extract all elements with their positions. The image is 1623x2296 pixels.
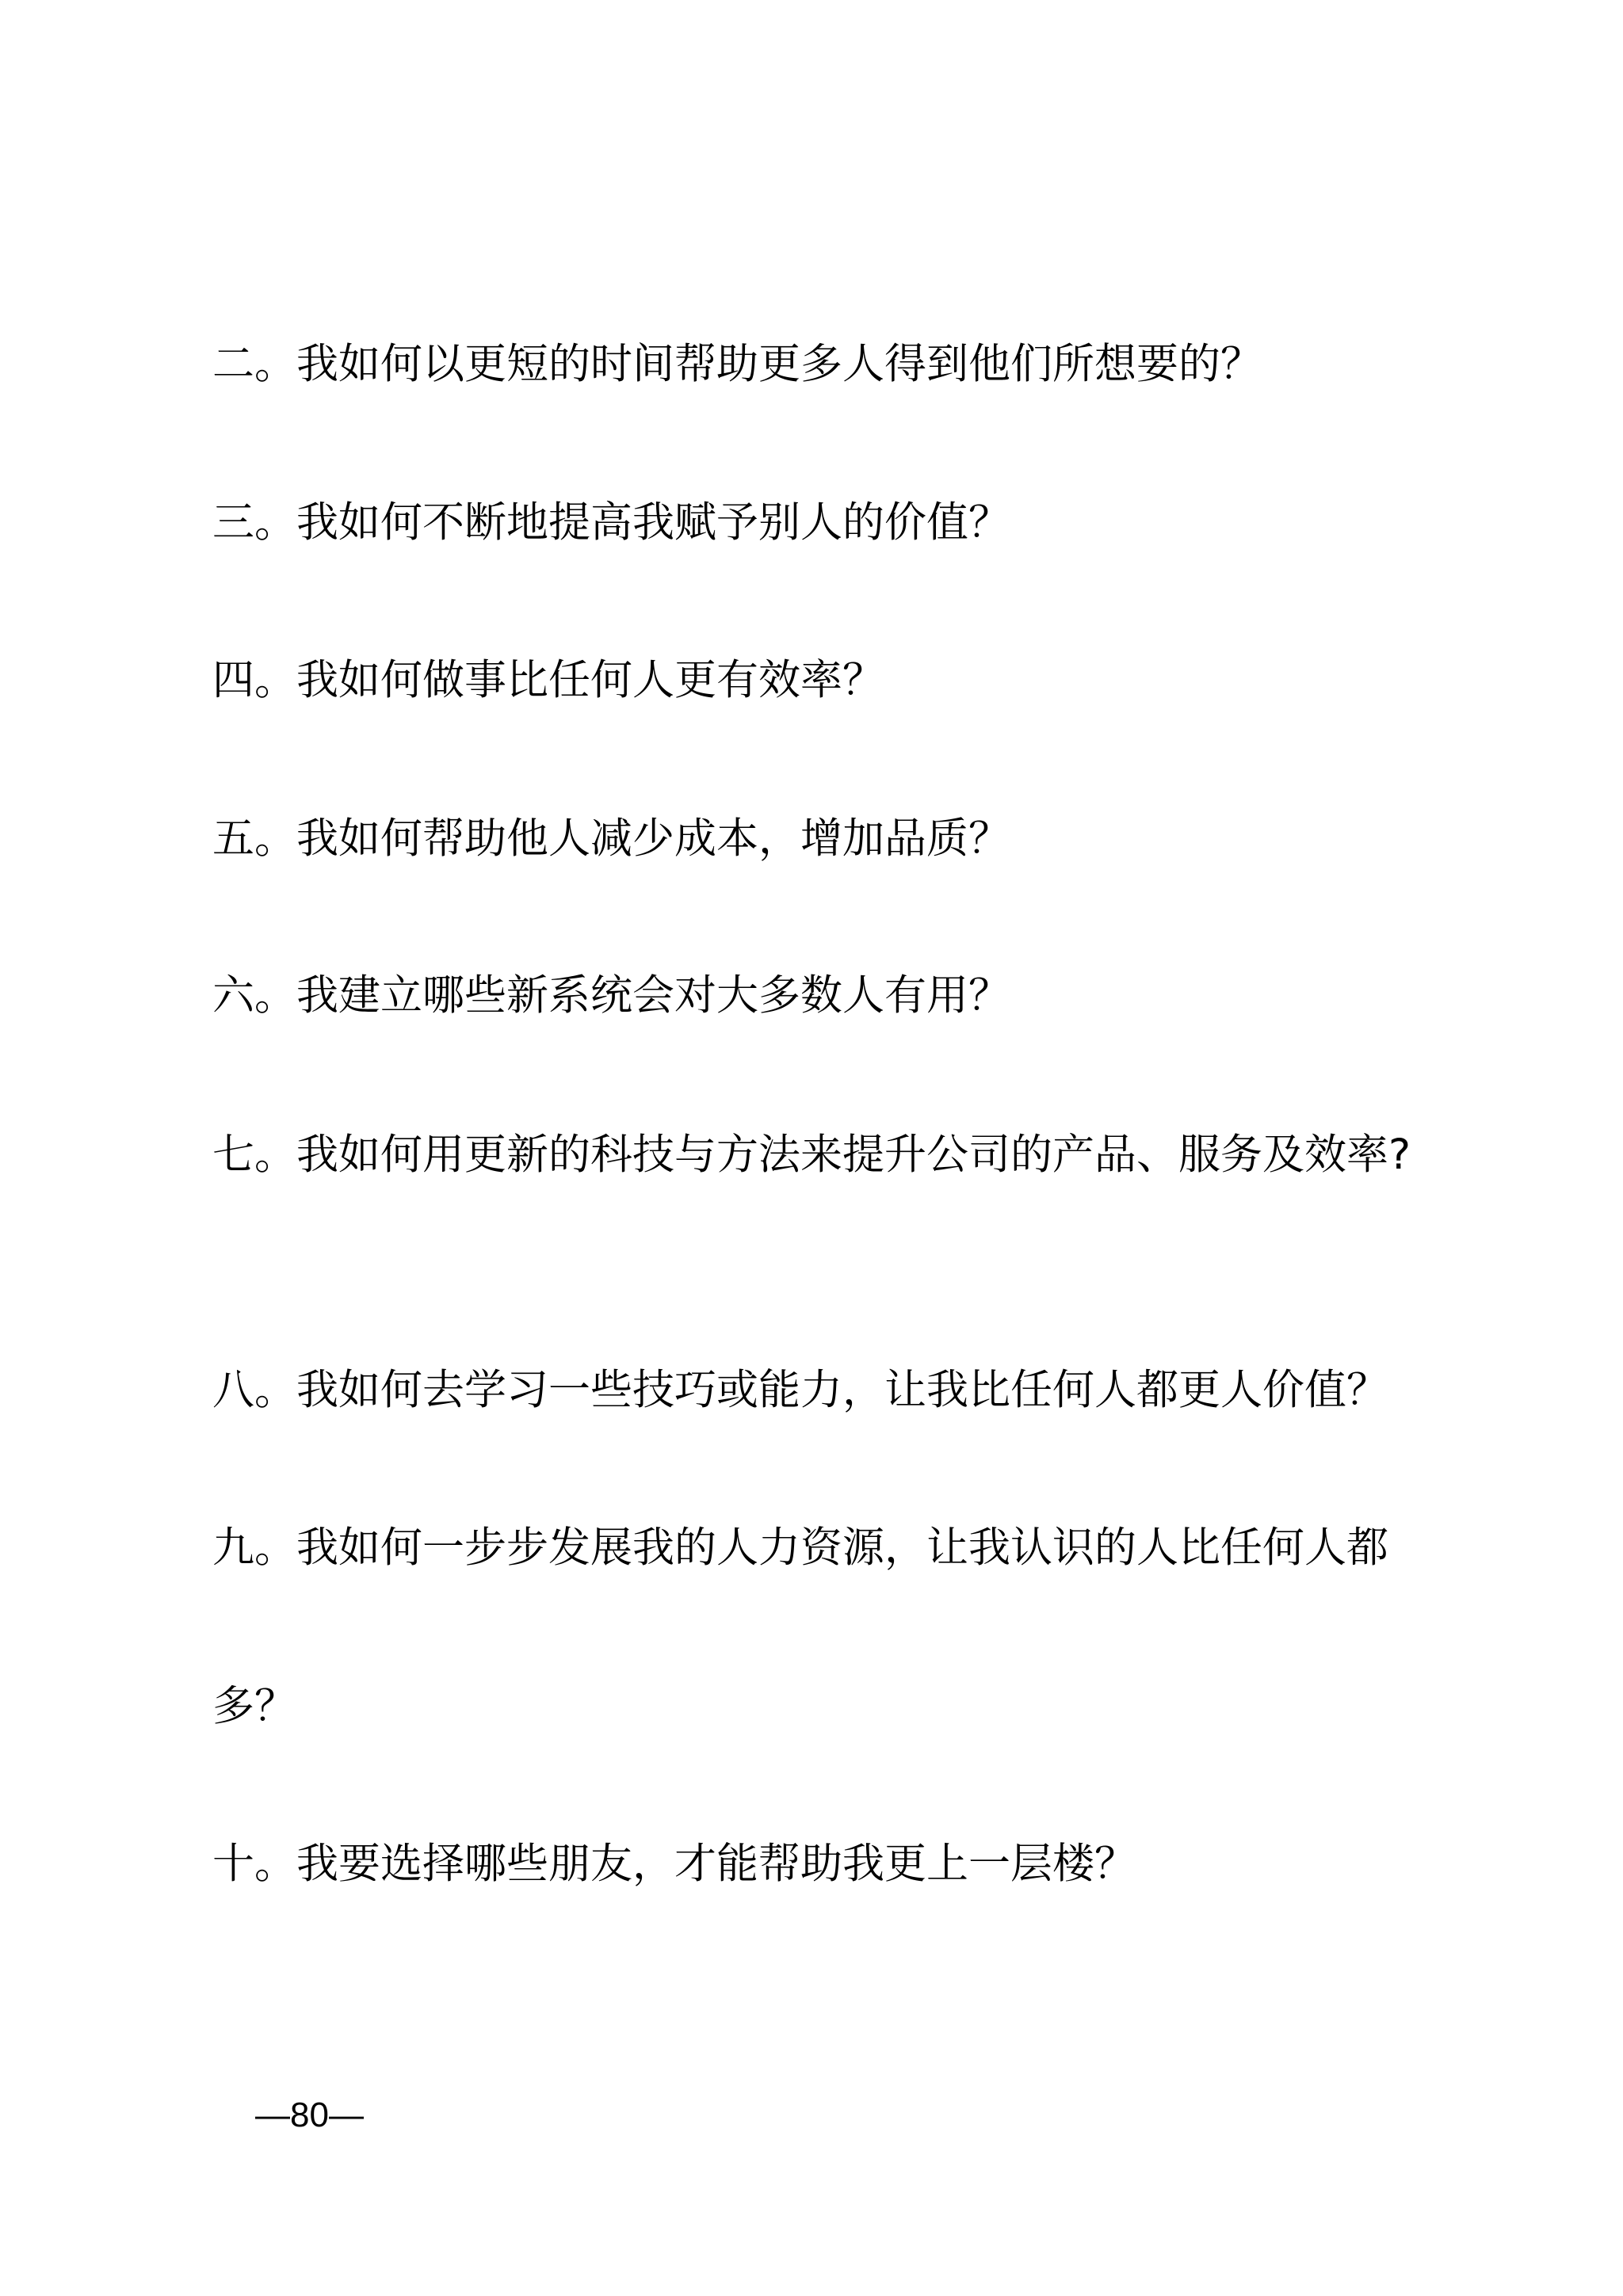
question-line-3: 三。我如何不断地提高我赋予别人的价值？ bbox=[212, 498, 1010, 547]
question-line-4: 四。我如何做事比任何人更有效率？ bbox=[212, 656, 884, 704]
question-line-9: 九。我如何一步步发展我的人力资源，让我认识的人比任何人都 bbox=[212, 1524, 1388, 1572]
question-line-10: 十。我要选择哪些朋友，才能帮助我更上一层楼？ bbox=[212, 1840, 1136, 1888]
question-line-9-continued: 多？ bbox=[212, 1682, 296, 1730]
question-line-5: 五。我如何帮助他人减少成本，增加品质？ bbox=[212, 814, 1010, 863]
question-line-6: 六。我建立哪些新系统会对大多数人有用？ bbox=[212, 971, 1010, 1020]
page-number: —80— bbox=[255, 2096, 364, 2134]
question-line-7: 七。我如何用更新的科技与方法来提升公司的产品、服务及效率? bbox=[212, 1131, 1411, 1179]
question-line-8: 八。我如何去学习一些技巧或能力，让我比任何人都更人价值？ bbox=[212, 1366, 1388, 1414]
question-line-2: 二。我如何以更短的时间帮助更多人得到他们所想要的？ bbox=[212, 340, 1262, 388]
